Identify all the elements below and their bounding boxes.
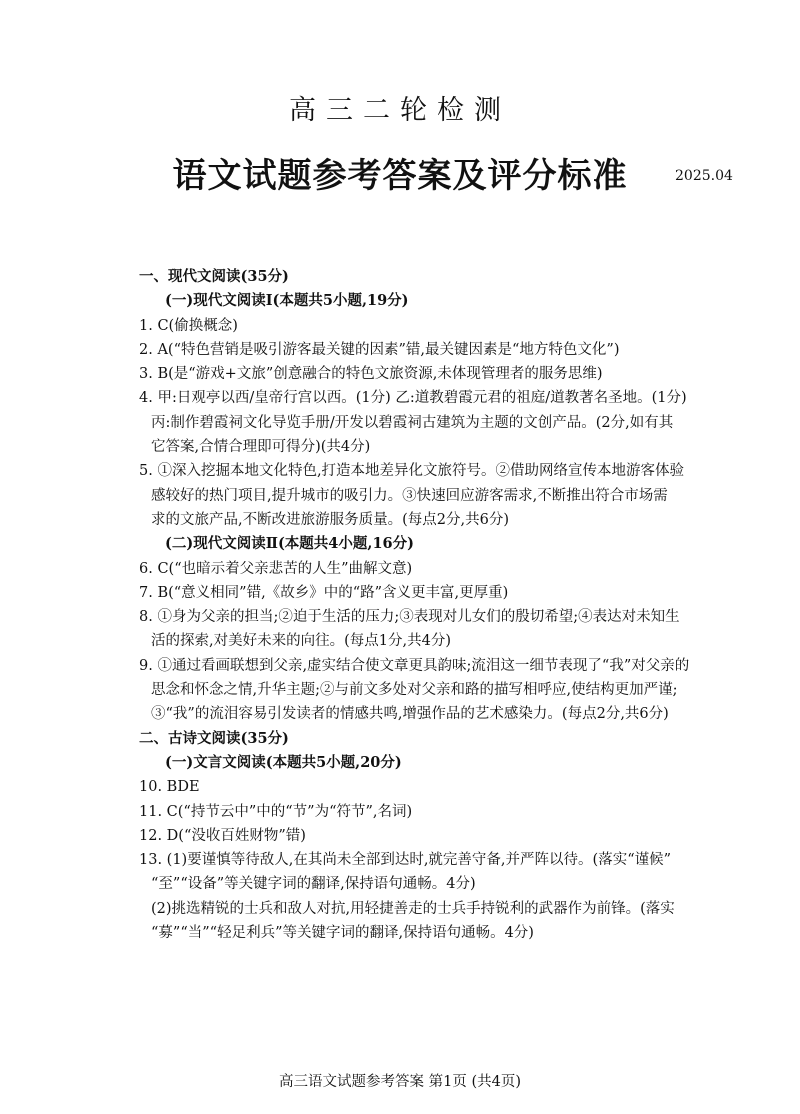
answer-item: 6. C(“也暗示着父亲悲苦的人生”曲解文意) <box>139 560 413 577</box>
answer-item: 1. C(偷换概念) <box>139 317 238 334</box>
answer-item: 5. ①深入挖掘本地文化特色,打造本地差异化文旅符号。②借助网络宣传本地游客体验 <box>139 463 685 480</box>
answer-continuation: “募”“当”“轻足利兵”等关键字词的翻译,保持语句通畅。4分) <box>151 925 534 942</box>
answer-item: 2. A(“特色营销是吸引游客最关键的因素”错,最关键因素是“地方特色文化”) <box>139 341 620 358</box>
page-footer: 高三语文试题参考答案 第1页 (共4页) <box>279 1074 521 1090</box>
answer-item: 10. BDE <box>139 779 200 796</box>
document-title: 语文试题参考答案及评分标准 <box>172 156 628 196</box>
exam-date: 2025.04 <box>675 168 733 184</box>
section-heading: 二、古诗文阅读(35分) <box>139 729 289 747</box>
answer-continuation: 感较好的热门项目,提升城市的吸引力。③快速回应游客需求,不断推出符合市场需 <box>151 487 668 504</box>
answer-continuation: 活的探索,对美好未来的向往。(每点1分,共4分) <box>151 633 451 650</box>
subsection-heading: (一)现代文阅读Ⅰ(本题共5小题,19分) <box>165 292 409 310</box>
answer-continuation: 求的文旅产品,不断改进旅游服务质量。(每点2分,共6分) <box>151 511 509 528</box>
answer-item: 3. B(是“游戏+文旅”创意融合的特色文旅资源,未体现管理者的服务思维) <box>139 366 603 383</box>
answer-continuation: ③“我”的流泪容易引发读者的情感共鸣,增强作品的艺术感染力。(每点2分,共6分) <box>151 706 669 723</box>
subsection-heading: (一)文言文阅读(本题共5小题,20分) <box>165 753 402 771</box>
section-heading: 一、现代文阅读(35分) <box>139 268 289 285</box>
exam-title: 高三二轮检测 <box>289 95 511 126</box>
answer-content <box>139 265 739 945</box>
answer-item: 11. C(“持节云中”中的“节”为“符节”,名词) <box>139 803 413 820</box>
answer-item: 7. B(“意义相同”错,《故乡》中的“路”含义更丰富,更厚重) <box>139 584 509 601</box>
answer-item: 9. ①通过看画联想到父亲,虚实结合使文章更具韵味;流泪这一细节表现了“我”对父亲的 <box>139 657 690 674</box>
answer-continuation: 思念和怀念之情,升华主题;②与前文多处对父亲和路的描写相呼应,使结构更加严谨; <box>151 682 678 699</box>
answer-item: 12. D(“没收百姓财物”错) <box>139 827 306 844</box>
answer-continuation: “至”“设备”等关键字词的翻译,保持语句通畅。4分) <box>151 876 476 893</box>
answer-continuation: 它答案,合情合理即可得分)(共4分) <box>151 439 371 456</box>
answer-item: 8. ①身为父亲的担当;②迫于生活的压力;③表现对儿女们的殷切希望;④表达对未知生 <box>139 609 680 626</box>
subsection-heading: (二)现代文阅读Ⅱ(本题共4小题,16分) <box>165 535 414 553</box>
answer-item: 13. (1)要谨慎等待敌人,在其尚未全部到达时,就完善守备,并严阵以待。(落实“谨候” <box>139 852 672 869</box>
answer-continuation: (2)挑选精锐的士兵和敌人对抗,用轻捷善走的士兵手持锐利的武器作为前锋。(落实 <box>151 900 675 917</box>
answer-item: 4. 甲:日观亭以西/皇帝行宫以西。(1分) 乙:道教碧霞元君的祖庭/道教著名圣地。(1分) <box>139 390 687 407</box>
answer-continuation: 丙:制作碧霞祠文化导览手册/开发以碧霞祠古建筑为主题的文创产品。(2分,如有其 <box>151 414 674 431</box>
